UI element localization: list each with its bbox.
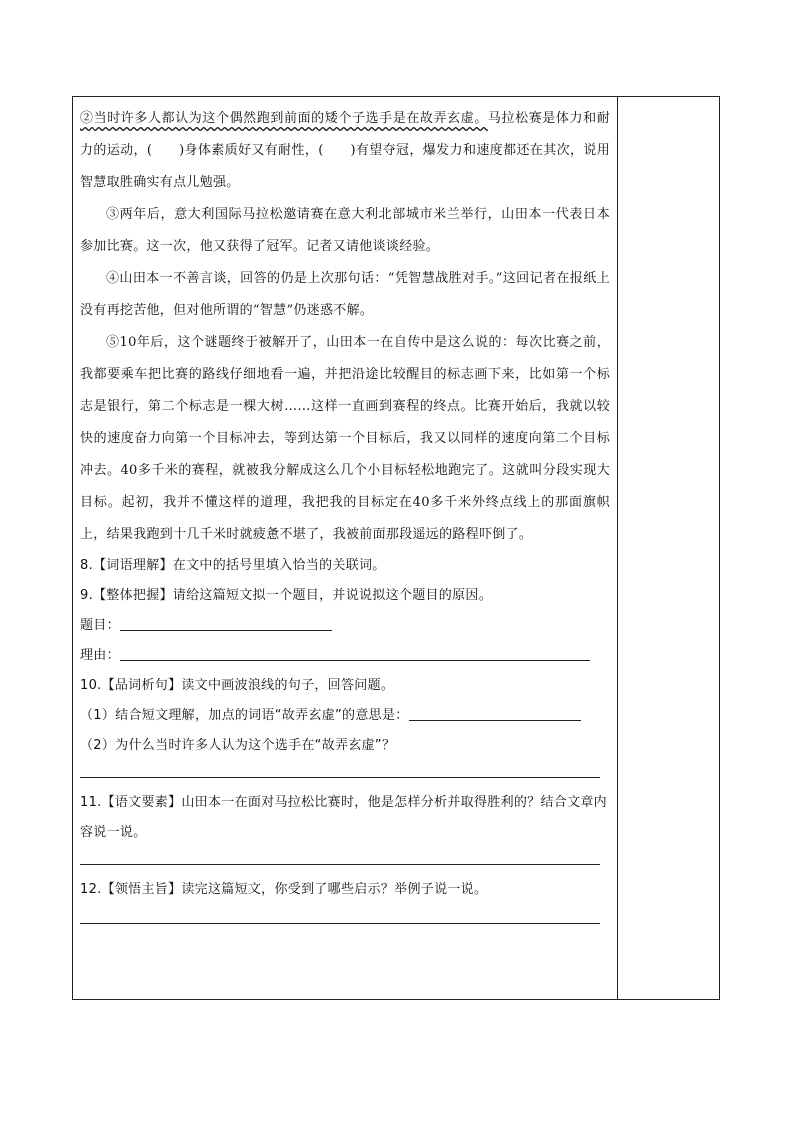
q12-answer-line[interactable]: [80, 923, 600, 924]
question-9-reason-row: [80, 641, 610, 671]
q11-answer-line[interactable]: [80, 864, 600, 865]
wavy-sentence: [80, 111, 488, 126]
paragraph-marker: ②: [80, 111, 94, 126]
passage-paragraph-4: ④山田本一不善言谈，回答的仍是上次那句话：“凭智慧战胜对手。”这回记者在报纸上没有再挖苦他，但对他所谓的“智慧”仍迷惑不解。: [80, 271, 610, 318]
wavy-text: 当时许多人都认为这个偶然跑到前面的矮个子选手是在故弄玄虚。: [93, 111, 488, 126]
reason-answer-blank[interactable]: [120, 646, 590, 661]
question-10-1-text: （1）结合短文理解，加点的词语“故弄玄虚”的意思是：: [80, 708, 409, 723]
title-answer-blank[interactable]: [120, 616, 332, 631]
question-8: 8.【词语理解】在文中的括号里填入恰当的关联词。: [80, 558, 386, 573]
question-10-2: （2）为什么当时许多人认为这个选手在“故弄玄虚”？: [80, 738, 396, 753]
question-10-1: [80, 701, 610, 731]
column-divider: [617, 96, 618, 1000]
q10-2-answer-line[interactable]: [80, 777, 600, 778]
title-label: 题目：: [80, 618, 120, 633]
question-9: 9.【整体把握】请给这篇短文拟一个题目，并说说拟这个题目的原因。: [80, 588, 493, 603]
passage-paragraph-5: ⑤10年后，这个谜题终于被解开了，山田本一在自传中是这么说的：每次比赛之前，我都要乘车把比赛的路线仔细地看一遍，并把沿途比较醒目的标志画下来，比如第一个标志是银行，第二个标志是一棵大树……这样一直画到赛程的终点。比赛开始后，我就以较快的速度奋力向第一个目标冲去，等到达第一个目标后，我又以同样的速度向第二个目标冲去。40多千米的赛程，就被我分解成这么几个小目标轻松地跑完了。这就叫分段实现大目标。起初，我并不懂这样的道理，我把我的目标定在40多千米外终点线上的那面旗帜上，结果我跑到十几千米时就疲惫不堪了，我被前面那段遥远的路程吓倒了。: [80, 335, 610, 542]
question-10: 10.【品词析句】读文中画波浪线的句子，回答问题。: [80, 678, 395, 693]
question-11: 11.【语文要素】山田本一在面对马拉松比赛时，他是怎样分析并取得胜利的？结合文章内容说一说。: [80, 795, 607, 840]
worksheet-content: [80, 103, 610, 934]
passage-paragraph-2: [80, 103, 610, 199]
q10-1-answer-blank[interactable]: [409, 706, 581, 721]
reason-label: 理由：: [80, 648, 120, 663]
paragraph-2-rest: 马拉松赛是体力和耐力的运动，( )身体素质好又有耐性，( )有望夺冠，爆发力和速度都还在其次，说用智慧取胜确实有点儿勉强。: [80, 111, 610, 190]
question-9-title-row: [80, 611, 610, 641]
passage-paragraph-3: ③两年后，意大利国际马拉松邀请赛在意大利北部城市米兰举行，山田本一代表日本参加比赛。这一次，他又获得了冠军。记者又请他谈谈经验。: [80, 207, 610, 254]
question-12: 12.【领悟主旨】读完这篇短文，你受到了哪些启示？举例子说一说。: [80, 882, 488, 897]
